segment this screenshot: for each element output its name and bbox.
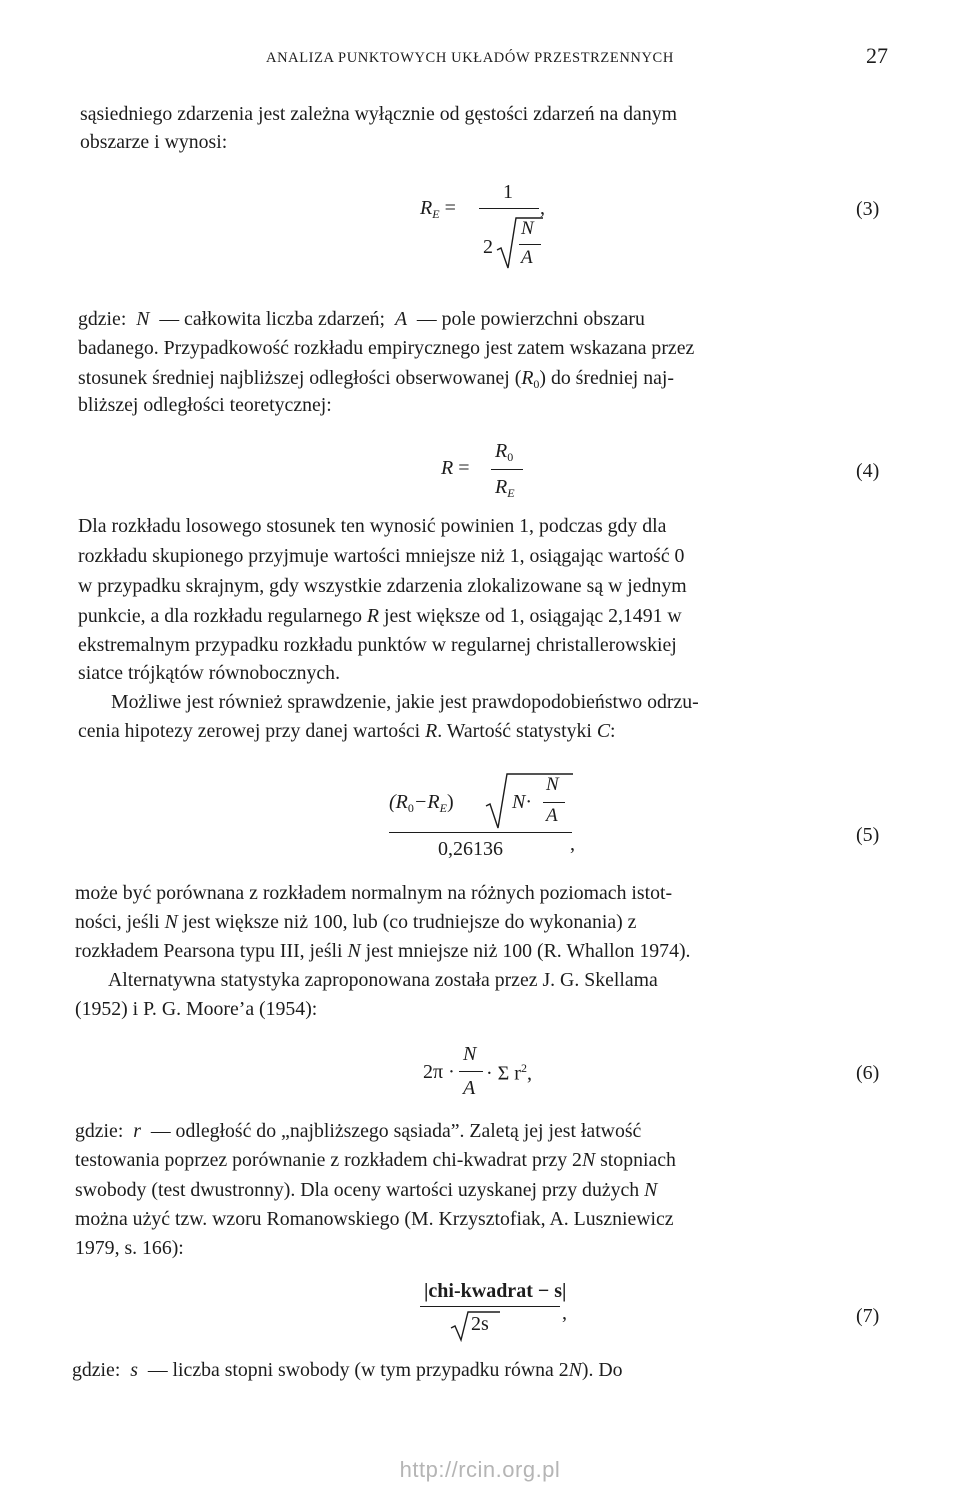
- text-line: gdzie: r — odległość do „najbliższego sąsiada”. Zaletą jej jest łatwość: [75, 1120, 642, 1142]
- text-line: stosunek średniej najbliższej odległości obserwowanej $(R_0)$ do średniej naj-: [78, 367, 674, 391]
- text-line: cenia hipotezy zerowej przy danej wartości R. Wartość statystyki C:: [78, 720, 616, 742]
- text-line: Możliwe jest również sprawdzenie, jakie jest prawdopodobieństwo odrzu-: [111, 691, 699, 713]
- equation-number: (7): [856, 1305, 880, 1327]
- text-line: Alternatywna statystyka zaproponowana została przez J. G. Skellama: [108, 969, 658, 991]
- equation-number: (6): [856, 1062, 880, 1084]
- text-line: rozkładu skupionego przyjmuje wartości mniejsze niż 1, osiągając wartość 0: [78, 545, 685, 567]
- text-line: gdzie: s — liczba stopni swobody (w tym przypadku równa 2N). Do: [72, 1359, 623, 1381]
- watermark-url: http://rcin.org.pl: [399, 1457, 561, 1482]
- text-line: rozkładem Pearsona typu III, jeśli N jest mniejsze niż 100 (R. Whallon 1974).: [75, 940, 691, 962]
- text-line: badanego. Przypadkowość rozkładu empirycznego jest zatem wskazana przez: [78, 337, 695, 359]
- equation-number: (4): [856, 460, 880, 482]
- running-title: ANALIZA PUNKTOWYCH UKŁADÓW PRZESTRZENNYCH: [266, 50, 674, 66]
- text-line: ności, jeśli N jest większe niż 100, lub (co trudniejsze do wykonania) z: [75, 911, 637, 933]
- document-page: ANALIZA PUNKTOWYCH UKŁADÓW PRZESTRZENNYCH 27 sąsiedniego zdarzenia jest zależna wyłącznie od gęstości zdarzeń na danym obszarze i wynosi: $R_E$ = 1 2 N A , (3) gdzie: N — całkowita liczba zdarzeń; A — pole powierzchni obszaru badanego. Przypadkowość rozkładu empirycznego jest zatem wskazana przez stosunek średniej najbliższej odległości obserwowanej $(R_0)$ do średniej naj- bliższej odległości teoretycznej: R = $R_0$ $R_E$ (4) Dla rozkładu losowego stosunek ten wynosić powinien 1, podczas gdy dla rozkładu skupionego przyjmuje wartości mniejsze niż 1, osiągając wartość 0 w przypadku skrajnym, gdy wszystkie zdarzenia zlokalizowane są w jednym punkcie, a dla rozkładu regularnego R jest większe od 1, osiągając 2,1491 w ekstremalnym przypadku rozkładu punktów w regularnej christallerowskiej siatce trójkątów równobocznych. Możliwe jest również sprawdzenie, jakie jest prawdopodobieństwo odrzu- cenia hipotezy zerowej przy danej wartości R. Wartość statystyki C: $(R_0-R_E)$ N· N A 0,26136 , (5) może być porównana z rozkładem normalnym na różnych poziomach istot- ności, jeśli N jest większe niż 100, lub (co trudniejsze do wykonania) z rozkładem Pearsona typu III, jeśli N jest mniejsze niż 100 (R. Whallon 1974). Alternatywna statystyka zaproponowana została przez J. G. Skellama (1952) i P. G. Moore’a (1954): 2π · N A · Σ $r^2$, (6) gdzie: r — odległość do „najbliższego sąsiada”. Zaletą jej jest łatwość testowania poprzez porównanie z rozkładem chi-kwadrat przy 2N stopniach swobody (test dwustronny). Dla oceny wartości uzyskanej przy dużych N można użyć tzw. wzoru Romanowskiego (M. Krzysztofiak, A. Luszniewicz 1979, s. 166): |chi-kwadrat − s| 2s , (7) gdzie: s — liczba stopni swobody (w tym przypadku równa 2N). Do http://rcin.org.pl: [0, 0, 960, 1506]
- text-line: może być porównana z rozkładem normalnym na różnych poziomach istot-: [75, 882, 673, 904]
- text-line: sąsiedniego zdarzenia jest zależna wyłącznie od gęstości zdarzeń na danym: [80, 103, 678, 125]
- text-line: siatce trójkątów równobocznych.: [78, 662, 341, 684]
- text-line: 1979, s. 166):: [75, 1237, 184, 1259]
- text-line: ekstremalnym przypadku rozkładu punktów w regularnej christallerowskiej: [78, 634, 677, 656]
- text-line: Dla rozkładu losowego stosunek ten wynosić powinien 1, podczas gdy dla: [78, 515, 667, 537]
- equation-number: (5): [856, 824, 880, 846]
- text-line: można użyć tzw. wzoru Romanowskiego (M. Krzysztofiak, A. Luszniewicz: [75, 1208, 674, 1230]
- text-line: punkcie, a dla rozkładu regularnego R jest większe od 1, osiągając 2,1491 w: [78, 605, 682, 627]
- sqrt-symbol: [496, 216, 544, 270]
- text-line: testowania poprzez porównanie z rozkładem chi-kwadrat przy 2N stopniach: [75, 1149, 676, 1171]
- text-line: bliższej odległości teoretycznej:: [78, 394, 332, 416]
- text-line: gdzie: N — całkowita liczba zdarzeń; A — pole powierzchni obszaru: [78, 308, 645, 330]
- page-number: 27: [866, 43, 888, 68]
- equation-number: (3): [856, 198, 880, 220]
- text-line: obszarze i wynosi:: [80, 131, 228, 153]
- text-line: swobody (test dwustronny). Dla oceny wartości uzyskanej przy dużych N: [75, 1179, 658, 1201]
- text-line: w przypadku skrajnym, gdy wszystkie zdarzenia zlokalizowane są w jednym: [78, 575, 687, 597]
- text-line: (1952) i P. G. Moore’a (1954):: [75, 998, 318, 1020]
